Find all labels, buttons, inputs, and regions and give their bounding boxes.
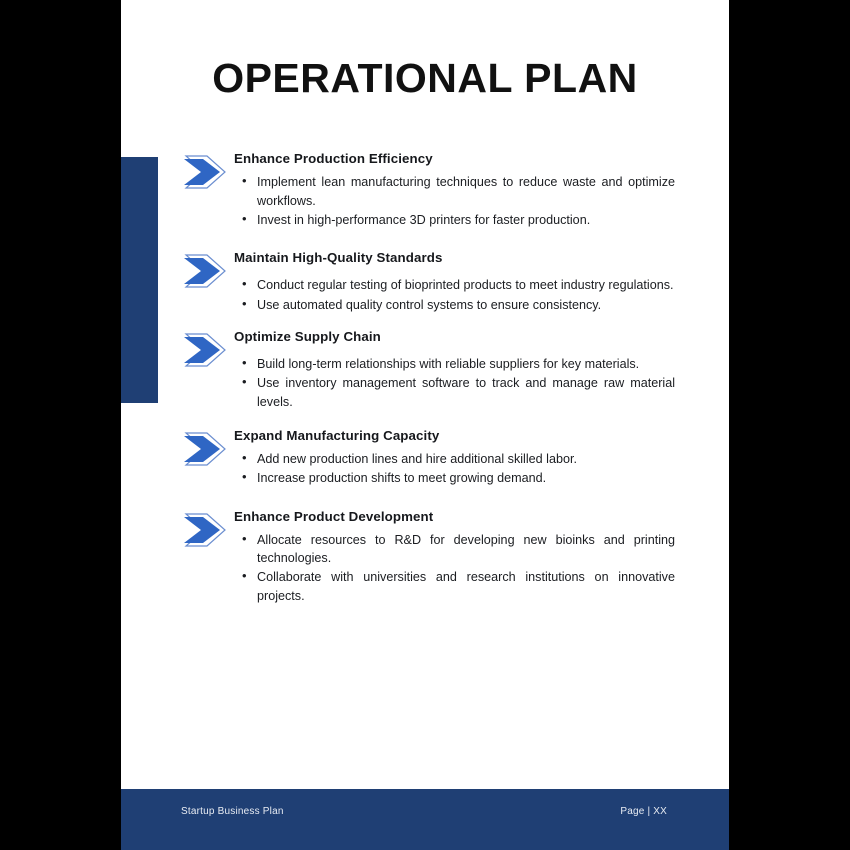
section-heading: Expand Manufacturing Capacity	[234, 427, 440, 443]
double-chevron-right-icon	[183, 510, 228, 550]
bullet-item: • Use automated quality control systems to ensure consistency.	[234, 296, 675, 314]
section-enhance-production-efficiency	[121, 150, 729, 229]
section-heading: Maintain High-Quality Standards	[234, 250, 443, 266]
page-title: OPERATIONAL PLAN	[212, 55, 638, 101]
section-bullet-list	[234, 531, 675, 605]
bullet-item: • Invest in high-performance 3D printers for faster production.	[234, 211, 675, 229]
bullet-item: • Collaborate with universities and research institutions on innovative projects.	[234, 568, 675, 605]
footer-band	[121, 789, 729, 850]
bullet-item: • Increase production shifts to meet growing demand.	[234, 469, 675, 487]
section-heading: Enhance Production Efficiency	[234, 151, 433, 166]
double-chevron-right-icon	[183, 152, 228, 192]
slide-page	[121, 0, 729, 850]
bullet-item: • Add new production lines and hire additional skilled labor.	[234, 450, 675, 468]
double-chevron-right-icon	[183, 251, 228, 291]
section-optimize-supply-chain	[121, 328, 729, 411]
section-bullet-list	[234, 450, 675, 488]
bullet-item: • Implement lean manufacturing techniques to reduce waste and optimize workflows.	[234, 173, 675, 210]
footer-document-label: Startup Business Plan	[181, 806, 284, 817]
section-maintain-high-quality-standards	[121, 249, 729, 314]
section-heading: Optimize Supply Chain	[234, 328, 381, 344]
bullet-item: • Use inventory management software to track and manage raw material levels.	[234, 374, 675, 411]
section-enhance-product-development	[121, 508, 729, 605]
section-bullet-list	[234, 276, 675, 314]
section-bullet-list	[234, 173, 675, 229]
bullet-item: • Build long-term relationships with reliable suppliers for key materials.	[234, 355, 675, 373]
bullet-item: • Conduct regular testing of bioprinted products to meet industry regulations.	[234, 276, 675, 294]
section-expand-manufacturing-capacity	[121, 427, 729, 488]
sections-container	[121, 150, 729, 605]
section-bullet-list	[234, 355, 675, 411]
footer-page-number: Page | XX	[620, 806, 667, 817]
bullet-item: • Allocate resources to R&D for developing new bioinks and printing technologies.	[234, 531, 675, 568]
section-heading: Enhance Product Development	[234, 508, 434, 524]
double-chevron-right-icon	[183, 330, 228, 370]
double-chevron-right-icon	[183, 429, 228, 469]
